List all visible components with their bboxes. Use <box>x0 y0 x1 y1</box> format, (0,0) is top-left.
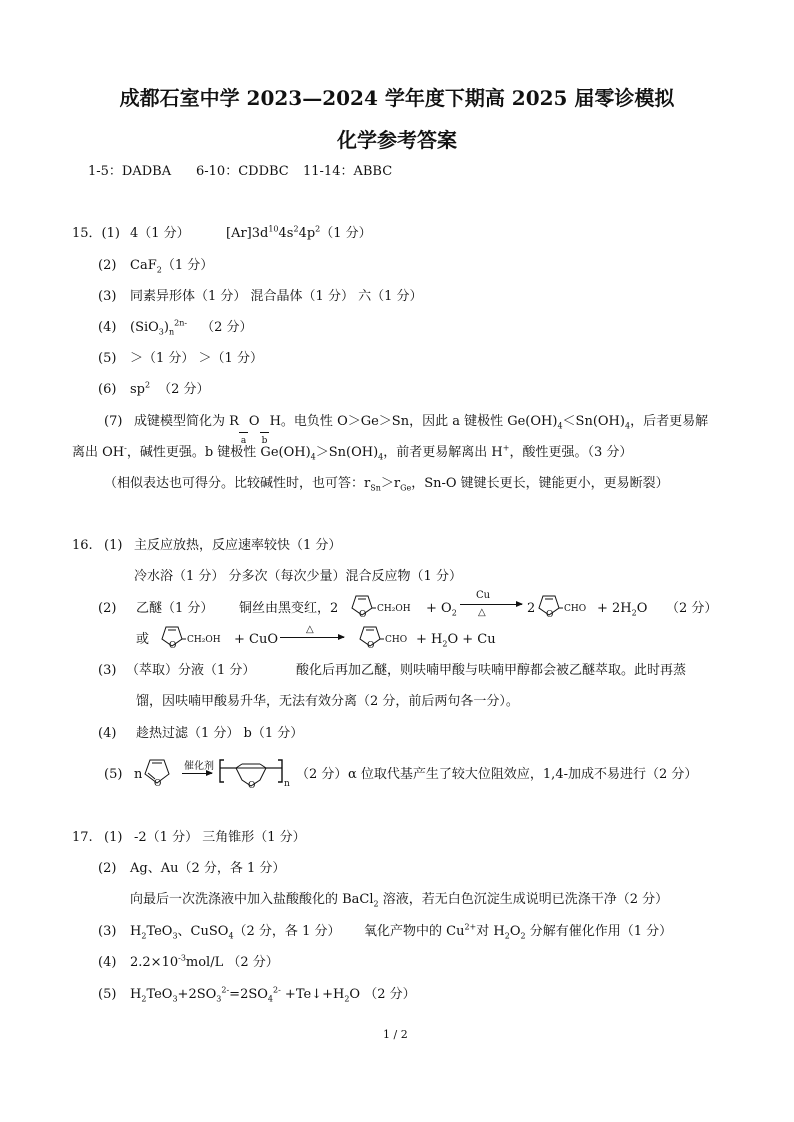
q17-p4-label: (4) <box>98 955 117 970</box>
furan-structure <box>142 754 178 788</box>
q16-p2-b: 铜丝由黑变红，2 <box>239 601 339 616</box>
q17-p3-b: 氧化产物中的 $Cu^{2+}$对 $H_2O_2$ 分解有催化作用（1 分） <box>364 922 673 941</box>
q16-p2-products-2: + $H_2O + Cu$ <box>416 632 496 649</box>
page-title: 成都石室中学 2023—2024 学年度下期高 2025 届零诊模拟 <box>119 86 675 110</box>
q15-p4-label: (4) <box>98 320 117 335</box>
q16-p5-text: α 位取代基产生了较大位阻效应，1,4-加成不易进行（2 分） <box>348 767 698 782</box>
q15-p7-line1: 成键模型简化为 R a O b H。电负性 O＞Ge＞Sn，因此 a 键极性 $Ge(OH)_4<Sn(OH)_4$，后者更易解 <box>134 414 709 446</box>
svg-text:CHO: CHO <box>564 604 587 614</box>
q16-p5-label: (5) <box>104 767 123 782</box>
q16-p2-or: 或 <box>136 632 150 647</box>
q16-p3-c: 馏，因呋喃甲酸易升华，无法有效分离（2 分，前后两句各一分）。 <box>136 694 519 709</box>
q15-p7-label: (7) <box>104 414 123 429</box>
q15-p2: CaF$_2$（1 分） <box>130 258 214 275</box>
q15-p5-label: (5) <box>98 351 117 366</box>
reaction-arrow-1 <box>460 604 522 605</box>
q17-number: 17. <box>72 830 93 845</box>
catalyst-label: 催化剂 <box>184 761 214 772</box>
q16-p4: 趁热过滤（1 分） b（1 分） <box>136 726 304 741</box>
q16-number: 16. <box>72 538 93 553</box>
q15-p6-label: (6) <box>98 382 117 397</box>
q15-p3-label: (3) <box>98 289 117 304</box>
q16-p2-a: 乙醚（1 分） <box>136 601 214 616</box>
q16-p2-cuo: + CuO <box>234 632 279 647</box>
q15-p7-line2: 离出 OH-，碱性更强。b 键极性 $Ge(OH)_4>Sn(OH)_4$，前者更易解离出 H+，酸性更强。（3 分） <box>72 443 633 462</box>
q15-p3: 同素异形体（1 分） 混合晶体（1 分） 六（1 分） <box>130 289 423 304</box>
q16-p2-coef: 2 <box>527 601 536 616</box>
q16-p1-label: (1) <box>104 538 123 553</box>
q15-p5: ＞（1 分） ＞（1 分） <box>130 351 263 366</box>
svg-text:CHO: CHO <box>385 635 408 645</box>
q15-p4: $(SiO_3)_n^{2n-}$ （2 分） <box>130 318 253 337</box>
q15-p2-label: (2) <box>98 258 117 273</box>
q15-p1-a: 4（1 分） <box>130 226 190 241</box>
q16-p1-a: 主反应放热，反应速率较快（1 分） <box>134 538 342 553</box>
mc-group-3: 11-14：ABBC <box>303 164 393 179</box>
svg-text:O: O <box>367 641 375 651</box>
q16-p2-score: （2 分） <box>666 601 718 616</box>
q17-p2-label: (2) <box>98 861 117 876</box>
q16-p2-o2: + $O_2$ <box>426 601 457 618</box>
q15-number: 15．(1) <box>72 226 120 241</box>
heat-symbol-2: △ <box>306 624 314 635</box>
q15-p1-b: $[Ar]3d^{10}4s^24p^2(1$ 分） <box>226 224 372 241</box>
q16-p3-b: 酸化后再加乙醚，则呋喃甲酸与呋喃甲醇都会被乙醚萃取。此时再蒸 <box>296 663 687 678</box>
svg-text:CH₂OH: CH₂OH <box>377 604 411 614</box>
heat-symbol-1: △ <box>478 607 486 618</box>
q16-p1-b: 冷水浴（1 分） 分多次（每次少量）混合反应物（1 分） <box>134 569 462 584</box>
q17-p4: $2.2\times 10^{-3}mol/L$ （2 分） <box>130 953 279 970</box>
furfuryl-alcohol-structure <box>346 591 411 621</box>
mc-group-2: 6-10：CDDBC <box>196 164 289 179</box>
svg-text:O: O <box>154 779 162 789</box>
q17-p3-a: $H_2TeO_3$、CuSO$_4$（2 分，各 1 分） <box>130 924 341 941</box>
q17-p1-label: (1) <box>104 830 123 845</box>
q17-p5-label: (5) <box>98 987 117 1002</box>
q17-p5: $H_2TeO_3+2SO_3^{2-}=2SO_4^{2-}$ $+Te↓+H_2O$ （2 分） <box>130 985 416 1004</box>
svg-text:O: O <box>169 641 177 651</box>
svg-text:O: O <box>248 781 256 791</box>
q16-p5-n: n <box>134 767 143 782</box>
page-number: 1 / 2 <box>383 1028 408 1041</box>
q17-p2-a: Ag、Au（2 分，各 1 分） <box>130 861 286 876</box>
q16-p3-label: (3) <box>98 663 117 678</box>
q17-p3-label: (3) <box>98 924 117 939</box>
furfural-structure <box>533 591 589 621</box>
svg-text:O: O <box>546 610 554 620</box>
q16-p3-a: （萃取）分液（1 分） <box>126 663 256 678</box>
q16-p2-water: + $2H_2O$ <box>597 601 648 618</box>
q15-p6: $sp^2$ （2 分） <box>130 380 210 397</box>
furfuryl-alcohol-structure-2 <box>156 622 221 652</box>
q17-p2-b: 向最后一次洗涤液中加入盐酸酸化的 BaCl$_2$ 溶液，若无白色沉淀生成说明已洗涤干净（2 分） <box>130 892 669 909</box>
furfural-structure-2 <box>354 622 410 652</box>
q15-p7-line3: （相似表达也可得分。比较碱性时，也可答：$r_{Sn}>r_{Ge}$，Sn-O 键键长更长，键能更小，更易断裂） <box>104 476 669 493</box>
svg-text:CH₂OH: CH₂OH <box>187 635 221 645</box>
q16-p2-label: (2) <box>98 601 117 616</box>
reaction-arrow-3 <box>182 773 212 774</box>
catalyst-cu-label: Cu <box>476 590 491 601</box>
q16-p5-score: （2 分） <box>296 767 348 782</box>
mc-group-1: 1-5：DADBA <box>88 164 172 179</box>
page-subtitle: 化学参考答案 <box>337 128 457 152</box>
polymer-structure <box>216 752 292 792</box>
q16-p4-label: (4) <box>98 726 117 741</box>
q17-p1: -2（1 分） 三角锥形（1 分） <box>134 830 306 845</box>
svg-text:n: n <box>284 779 290 789</box>
svg-text:O: O <box>359 610 367 620</box>
reaction-arrow-2 <box>280 637 344 638</box>
